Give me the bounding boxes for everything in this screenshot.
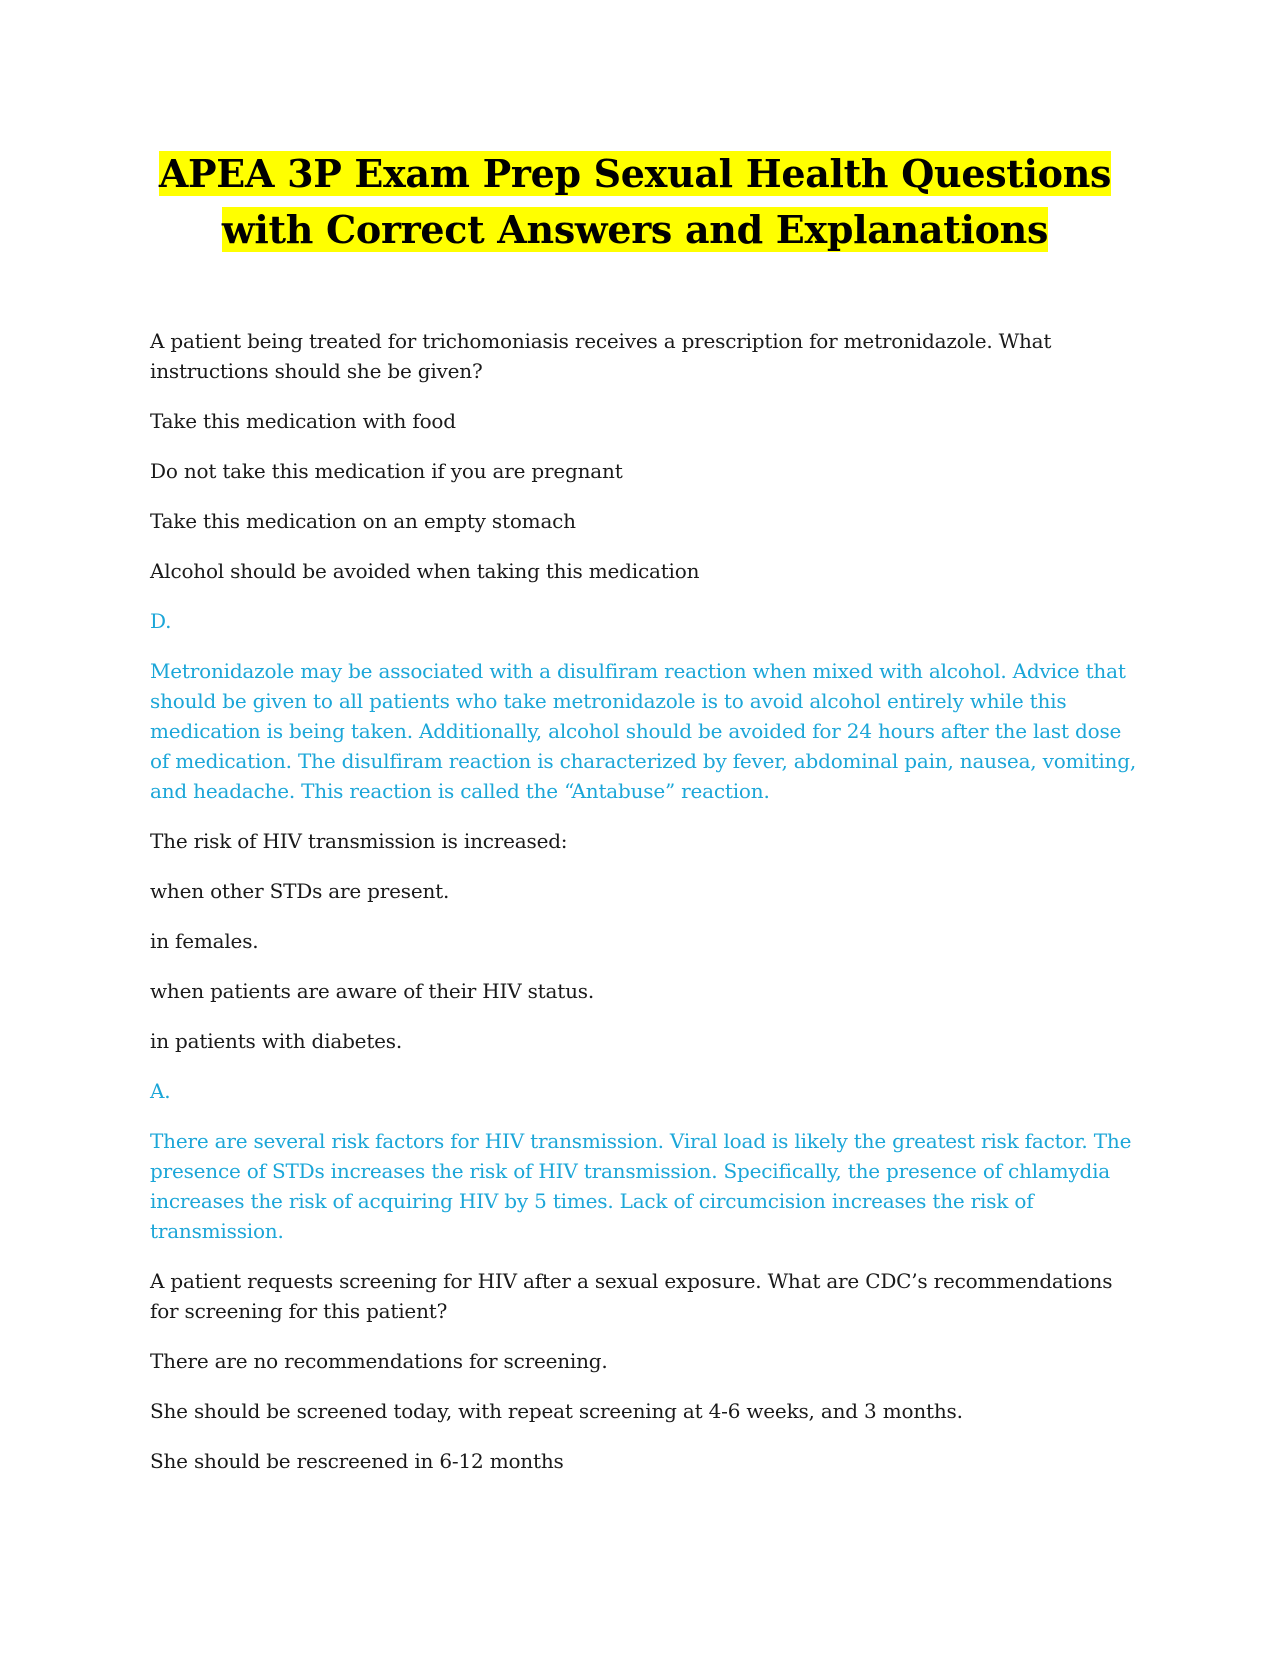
question-1-option-a: Take this medication with food [150, 409, 456, 433]
question-2-option-a: when other STDs are present. [150, 879, 450, 903]
title-line-2: with Correct Answers and Explanations [221, 207, 1049, 252]
question-2-option-c: when patients are aware of their HIV status. [150, 979, 594, 1003]
question-2-text: The risk of HIV transmission is increased: [150, 829, 568, 853]
document-body [150, 326, 1140, 1496]
title-line-1: APEA 3P Exam Prep Sexual Health Questions [158, 151, 1112, 196]
question-1-option-b: Do not take this medication if you are pregnant [150, 459, 623, 483]
question-2-option-b: in females. [150, 929, 259, 953]
question-1-option-d: Alcohol should be avoided when taking this medication [150, 559, 700, 583]
question-1-text: A patient being treated for trichomoniasis receives a prescription for metronidazole. What instructions should she be given? [150, 329, 1052, 383]
question-2-option-d: in patients with diabetes. [150, 1029, 403, 1053]
question-1-answer: D. [150, 609, 172, 633]
question-3-text: A patient requests screening for HIV after a sexual exposure. What are CDC’s recommendations for screening for this patient? [150, 1269, 1113, 1323]
question-2-answer: A. [150, 1079, 171, 1103]
question-3-option-b: She should be screened today, with repeat screening at 4-6 weeks, and 3 months. [150, 1399, 963, 1423]
question-3-option-c: She should be rescreened in 6-12 months [150, 1449, 564, 1473]
question-3-option-a: There are no recommendations for screening. [150, 1349, 608, 1373]
question-2-explanation: There are several risk factors for HIV transmission. Viral load is likely the greatest risk factor. The presence of STDs increases the risk of HIV transmission. Specifically, the presence of chlamydia increases the risk of acquiring HIV by 5 times. Lack of circumcision increases the risk of transmission. [150, 1129, 1132, 1243]
question-1-explanation: Metronidazole may be associated with a disulfiram reaction when mixed with alcohol. Advice that should be given to all patients who take metronidazole is to avoid alcohol entirely while this medication is being taken. Additionally, alcohol should be avoided for 24 hours after the last dose of medication. The disulfiram reaction is characterized by fever, abdominal pain, nausea, vomiting, and headache. This reaction is called the “Antabuse” reaction. [150, 659, 1136, 803]
document-title [140, 146, 1130, 258]
question-1-option-c: Take this medication on an empty stomach [150, 509, 576, 533]
